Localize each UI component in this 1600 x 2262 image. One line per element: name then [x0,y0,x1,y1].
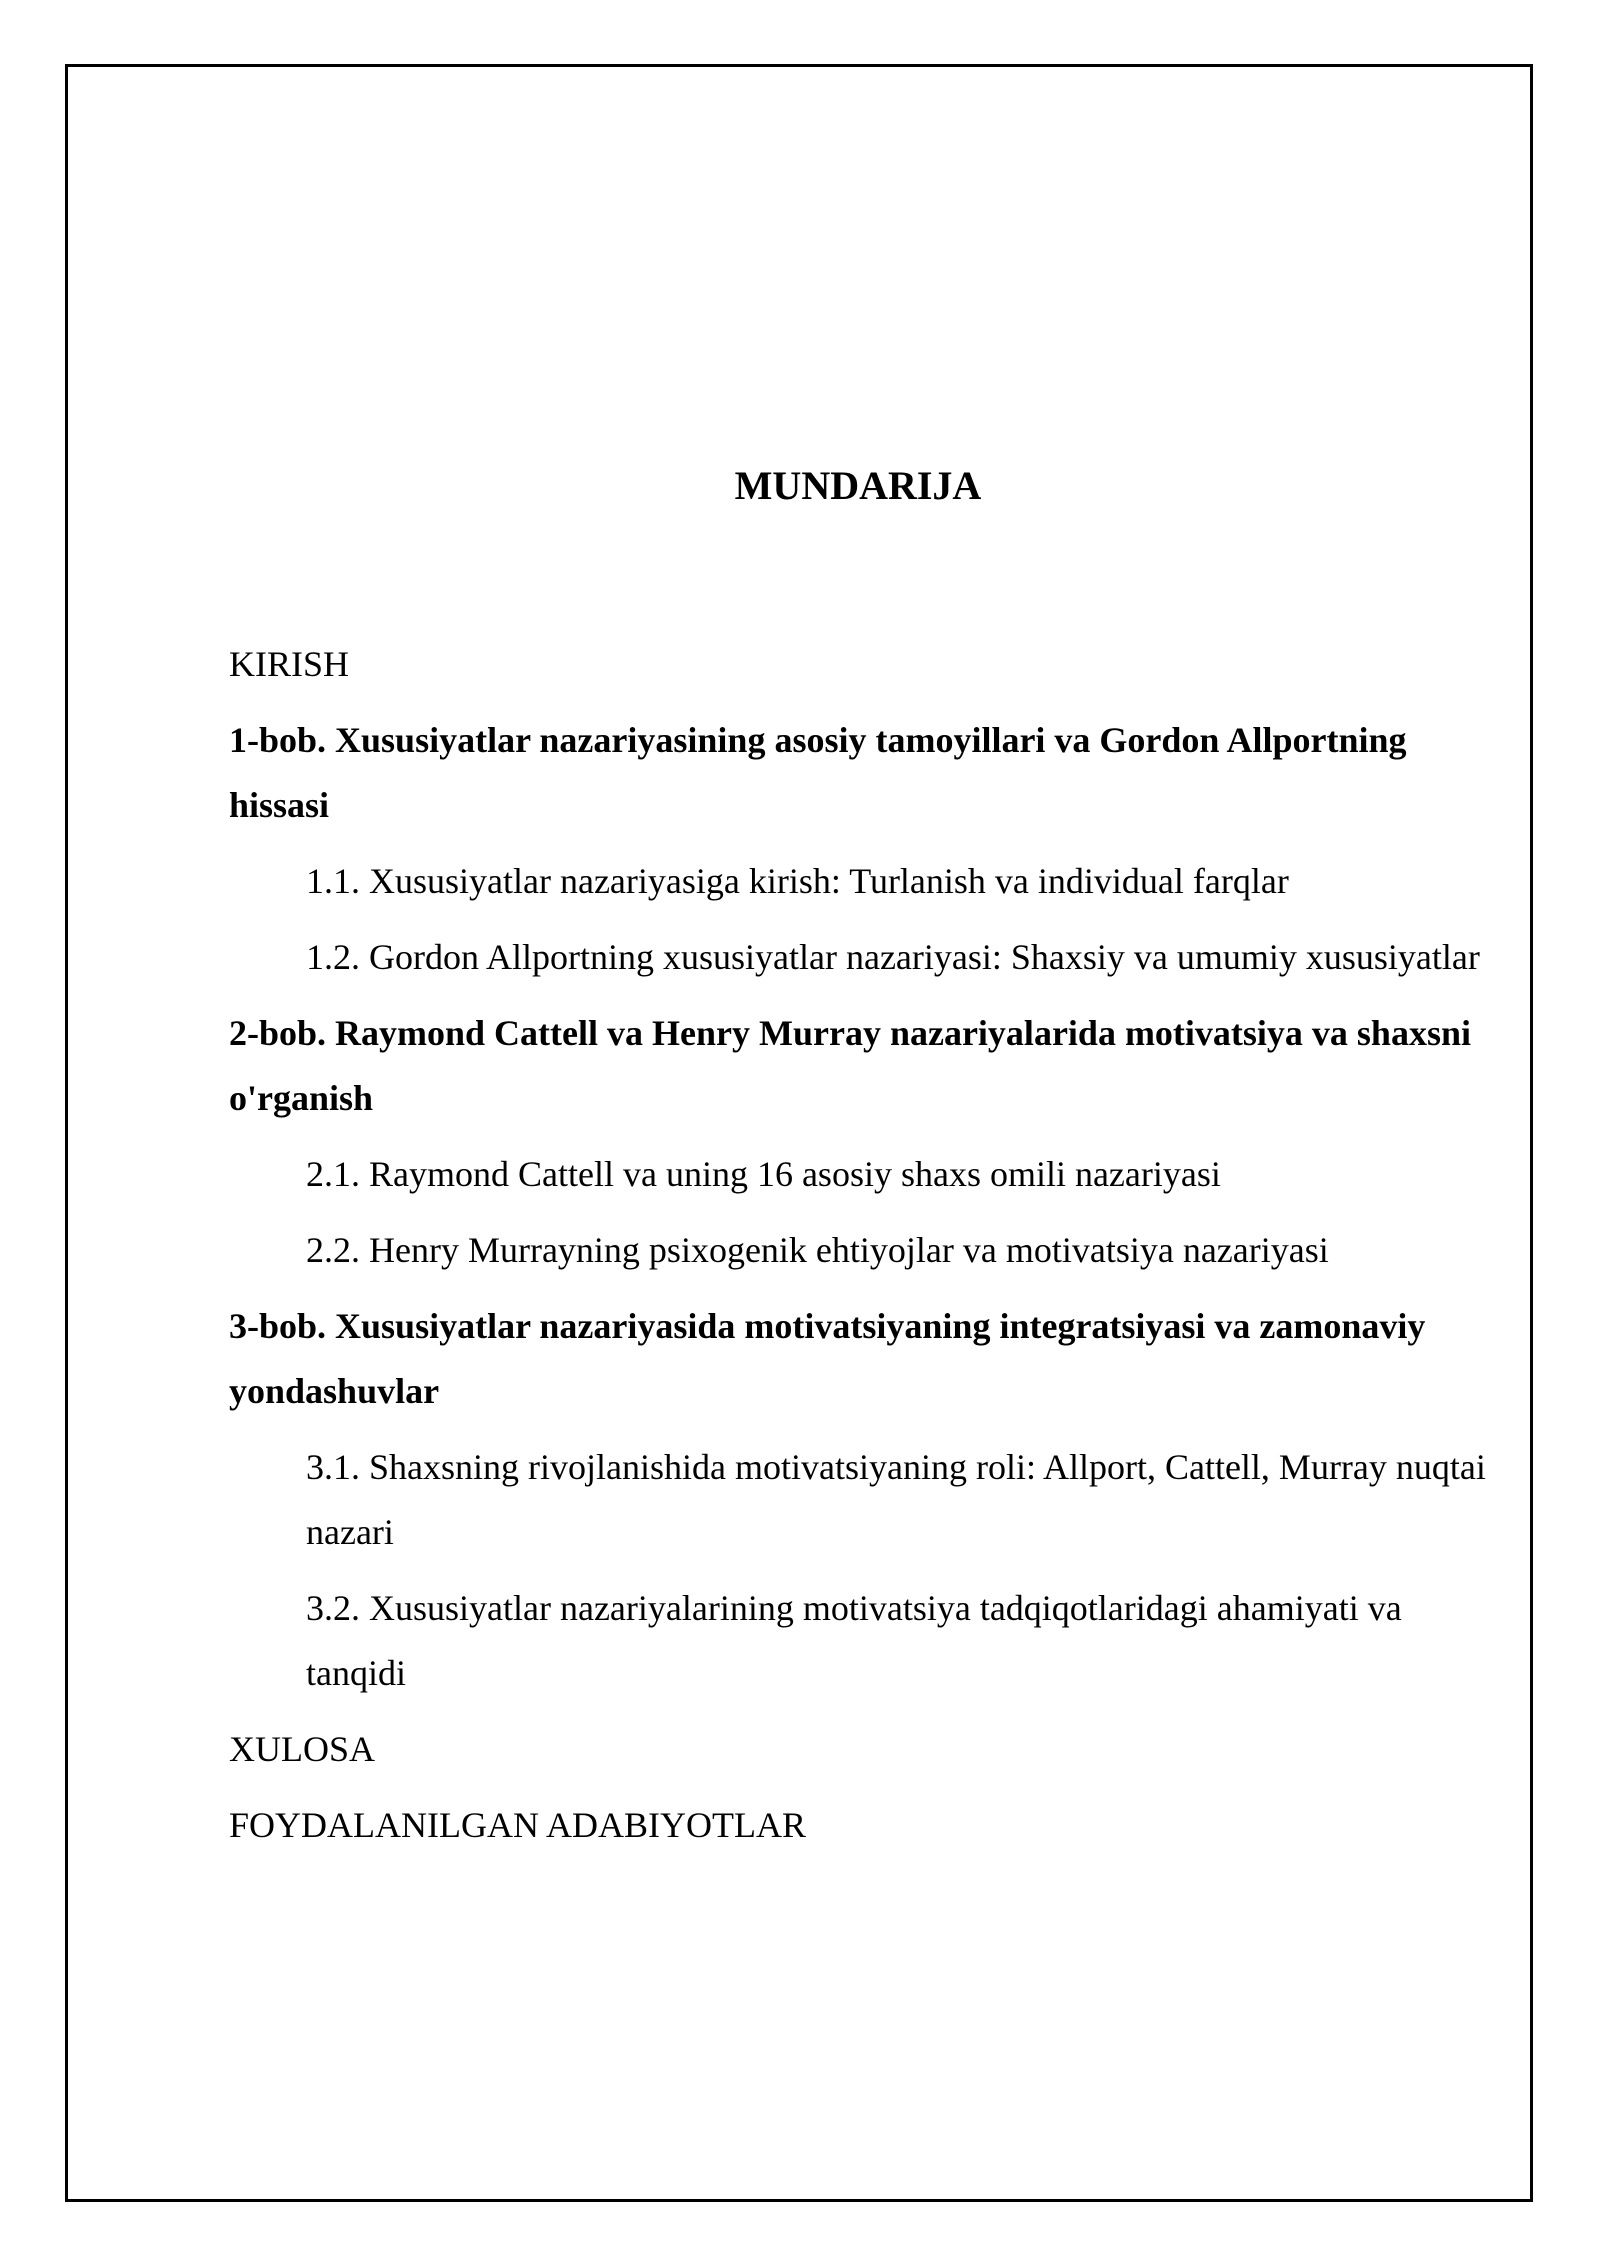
toc-entry-section-2-2: 2.2. Henry Murrayning psixogenik ehtiyojlar va motivatsiya nazariyasi [306,1230,1329,1270]
toc-entry-section-1-2: 1.2. Gordon Allportning xususiyatlar nazariyasi: Shaxsiy va umumiy xususiyatlar [306,937,1480,977]
toc-entry-section-2-1: 2.1. Raymond Cattell va uning 16 asosiy shaxs omili nazariyasi [306,1154,1221,1194]
toc-entry-references: FOYDALANILGAN ADABIYOTLAR [229,1805,806,1845]
toc-title: MUNDARIJA [734,463,982,508]
table-of-contents [229,632,1499,1869]
toc-entry-section-3-2: 3.2. Xususiyatlar nazariyalarining motivatsiya tadqiqotlaridagi ahamiyati va tanqidi [306,1588,1402,1693]
toc-entry-section-3-1: 3.1. Shaxsning rivojlanishida motivatsiyaning roli: Allport, Cattell, Murray nuqtai nazari [306,1447,1486,1552]
toc-entry-chapter-3: 3-bob. Xususiyatlar nazariyasida motivatsiyaning integratsiyasi va zamonaviy yondashuvlar [229,1306,1426,1411]
toc-entry-conclusion: XULOSA [229,1729,376,1769]
toc-entry-section-1-1: 1.1. Xususiyatlar nazariyasiga kirish: Turlanish va individual farqlar [306,861,1289,901]
toc-entry-chapter-2: 2-bob. Raymond Cattell va Henry Murray nazariyalarida motivatsiya va shaxsni o'rganish [229,1013,1471,1118]
toc-entry-introduction: KIRISH [229,644,350,684]
toc-entry-chapter-1: 1-bob. Xususiyatlar nazariyasining asosiy tamoyillari va Gordon Allportning hissasi [229,720,1407,825]
